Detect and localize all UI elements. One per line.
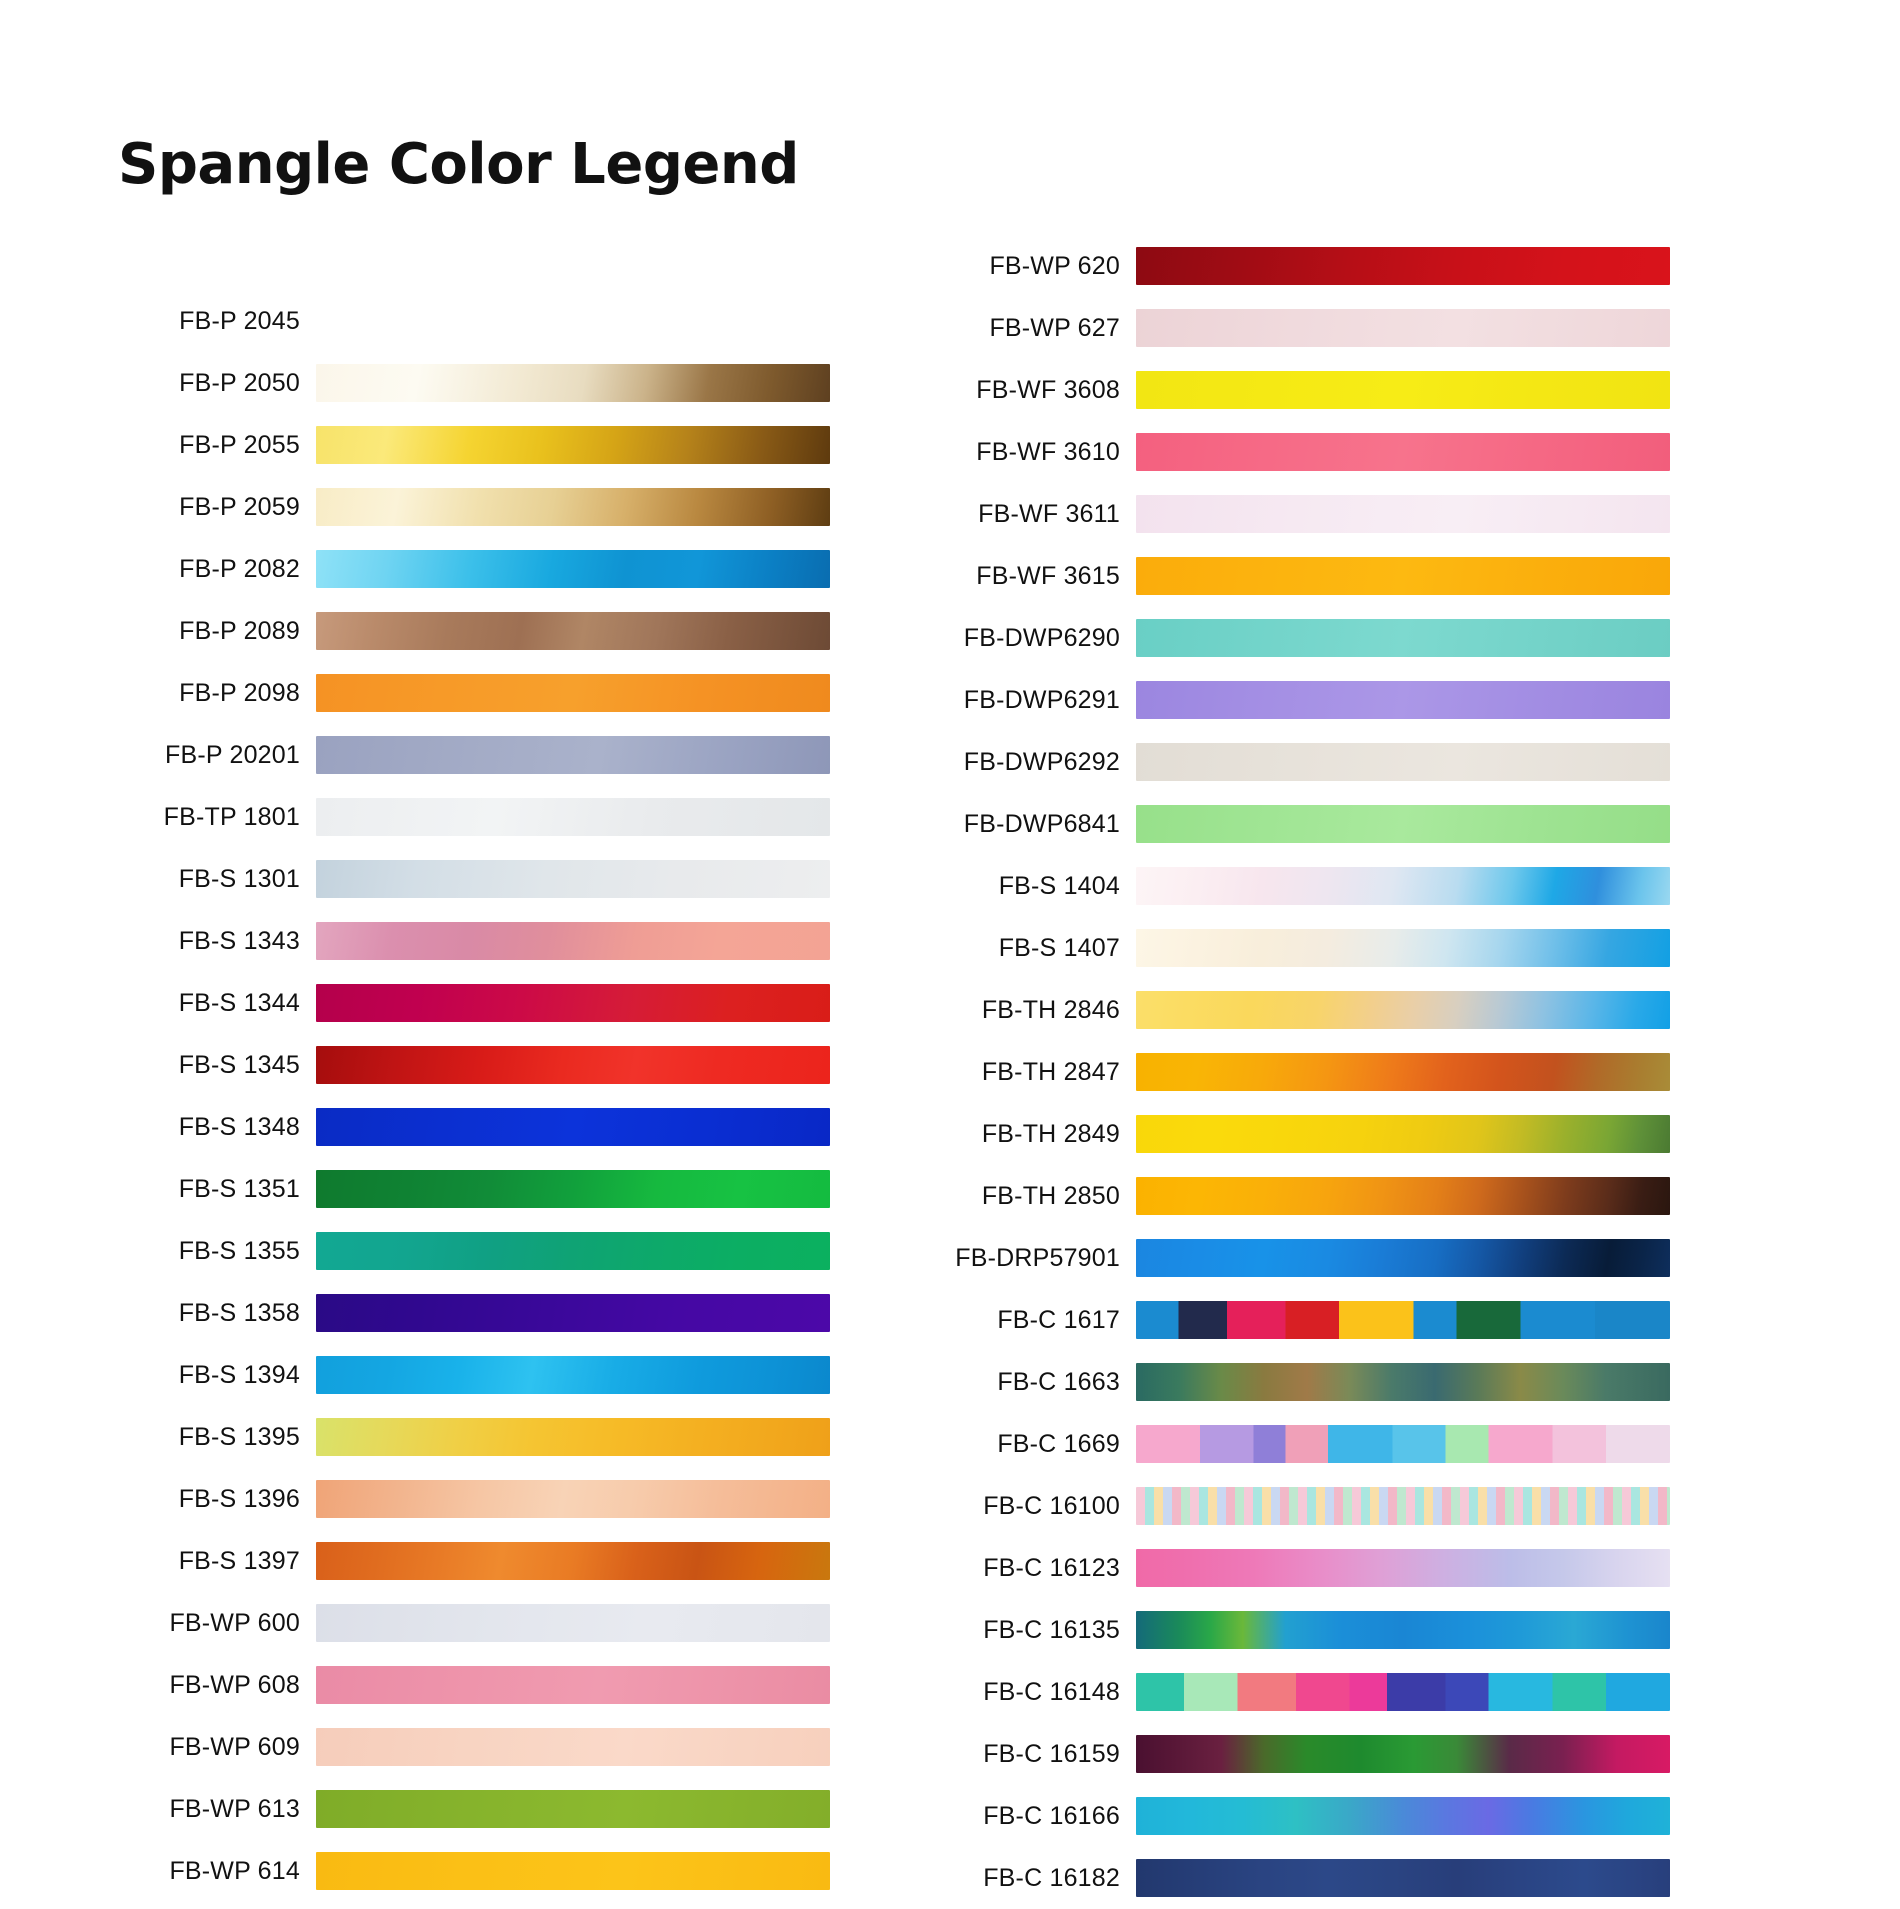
- color-legend-row: [880, 607, 1670, 669]
- color-swatch: [316, 1294, 830, 1332]
- color-legend-row: [90, 1654, 830, 1716]
- color-swatch: [1136, 371, 1670, 409]
- color-code-label: FB-WP 609: [169, 1732, 300, 1761]
- color-legend-row: [90, 1716, 830, 1778]
- color-legend-row: [90, 538, 830, 600]
- color-code-label: FB-WF 3615: [976, 561, 1120, 590]
- color-legend-row: [880, 1227, 1670, 1289]
- color-legend-row: [90, 1158, 830, 1220]
- color-code-label: FB-TH 2847: [981, 1057, 1120, 1086]
- color-legend-row: [880, 1165, 1670, 1227]
- color-swatch: [316, 860, 830, 898]
- page-title: Spangle Color Legend: [118, 132, 799, 197]
- color-legend-row: [880, 979, 1670, 1041]
- color-code-label: FB-WP 614: [169, 1856, 300, 1885]
- color-swatch: [1136, 433, 1670, 471]
- color-code-label: FB-TH 2846: [981, 995, 1120, 1024]
- color-code-label: FB-S 1348: [178, 1112, 300, 1141]
- color-legend-row: [90, 910, 830, 972]
- color-code-label: FB-P 2098: [179, 678, 300, 707]
- color-legend-row: [90, 414, 830, 476]
- color-legend-row: [880, 235, 1670, 297]
- color-swatch: [1136, 1673, 1670, 1711]
- color-swatch: [1136, 1487, 1670, 1525]
- color-legend-row: [90, 1592, 830, 1654]
- color-legend-row: [90, 1282, 830, 1344]
- color-legend-row: [880, 855, 1670, 917]
- color-legend-row: [880, 669, 1670, 731]
- color-swatch: [1136, 557, 1670, 595]
- color-legend-row: [90, 848, 830, 910]
- color-legend-row: [90, 724, 830, 786]
- color-swatch: [316, 426, 830, 464]
- color-swatch: [1136, 867, 1670, 905]
- color-swatch: [316, 1356, 830, 1394]
- color-swatch: [1136, 1611, 1670, 1649]
- color-code-label: FB-S 1407: [998, 933, 1120, 962]
- color-code-label: FB-TH 2849: [981, 1119, 1120, 1148]
- color-swatch: [316, 1790, 830, 1828]
- color-code-label: FB-S 1397: [178, 1546, 300, 1575]
- color-code-label: FB-S 1355: [178, 1236, 300, 1265]
- color-code-label: FB-S 1396: [178, 1484, 300, 1513]
- color-swatch: [316, 798, 830, 836]
- color-swatch: [316, 984, 830, 1022]
- color-code-label: FB-WP 600: [169, 1608, 300, 1637]
- color-code-label: FB-C 1669: [997, 1429, 1120, 1458]
- color-swatch: [316, 674, 830, 712]
- color-swatch: [316, 1108, 830, 1146]
- color-swatch: [316, 612, 830, 650]
- color-legend-row: [880, 1351, 1670, 1413]
- color-legend-row: [90, 972, 830, 1034]
- color-code-label: FB-C 16100: [983, 1491, 1120, 1520]
- color-code-label: FB-C 16182: [983, 1863, 1120, 1892]
- color-legend-row: [880, 1599, 1670, 1661]
- color-swatch: [1136, 1363, 1670, 1401]
- color-code-label: FB-WF 3611: [978, 499, 1120, 528]
- color-legend-row: [880, 1537, 1670, 1599]
- color-swatch: [1136, 1425, 1670, 1463]
- color-swatch: [316, 1480, 830, 1518]
- color-swatch: [1136, 991, 1670, 1029]
- color-swatch: [1136, 309, 1670, 347]
- color-code-label: FB-S 1351: [178, 1174, 300, 1203]
- color-swatch: [316, 550, 830, 588]
- color-legend-row: [90, 600, 830, 662]
- color-swatch: [1136, 1239, 1670, 1277]
- color-swatch: [316, 1170, 830, 1208]
- color-legend-row: [90, 1778, 830, 1840]
- color-code-label: FB-C 1617: [997, 1305, 1120, 1334]
- color-legend-row: [880, 1103, 1670, 1165]
- color-code-label: FB-S 1344: [178, 988, 300, 1017]
- color-swatch: [316, 1728, 830, 1766]
- color-swatch: [1136, 1115, 1670, 1153]
- color-swatch: [316, 488, 830, 526]
- color-legend-row: [90, 352, 830, 414]
- color-legend-row: [90, 1344, 830, 1406]
- color-code-label: FB-S 1395: [178, 1422, 300, 1451]
- color-legend-row: [90, 290, 830, 352]
- color-swatch: [1136, 743, 1670, 781]
- color-swatch: [1136, 929, 1670, 967]
- color-code-label: FB-C 1663: [997, 1367, 1120, 1396]
- color-swatch: [316, 1232, 830, 1270]
- color-legend-row: [90, 1096, 830, 1158]
- color-legend-row: [90, 1468, 830, 1530]
- color-legend-row: [880, 1661, 1670, 1723]
- color-swatch: [316, 1418, 830, 1456]
- color-code-label: FB-TP 1801: [163, 802, 300, 831]
- color-code-label: FB-DRP57901: [955, 1243, 1120, 1272]
- color-legend-row: [880, 421, 1670, 483]
- color-code-label: FB-S 1404: [998, 871, 1120, 900]
- color-code-label: FB-WF 3610: [976, 437, 1120, 466]
- color-swatch: [316, 302, 830, 340]
- color-legend-row: [880, 297, 1670, 359]
- color-code-label: FB-C 16135: [983, 1615, 1120, 1644]
- color-code-label: FB-P 2050: [179, 368, 300, 397]
- color-code-label: FB-S 1358: [178, 1298, 300, 1327]
- color-code-label: FB-P 20201: [165, 740, 300, 769]
- color-legend-row: [880, 1723, 1670, 1785]
- color-swatch: [1136, 681, 1670, 719]
- color-legend-row: [90, 662, 830, 724]
- left-color-column: [90, 290, 830, 1902]
- color-legend-row: [90, 1840, 830, 1902]
- color-swatch: [1136, 619, 1670, 657]
- color-code-label: FB-WP 627: [989, 313, 1120, 342]
- color-code-label: FB-C 16166: [983, 1801, 1120, 1830]
- color-swatch: [316, 1542, 830, 1580]
- color-swatch: [1136, 1301, 1670, 1339]
- color-legend-row: [880, 359, 1670, 421]
- color-code-label: FB-C 16123: [983, 1553, 1120, 1582]
- color-code-label: FB-S 1345: [178, 1050, 300, 1079]
- color-code-label: FB-S 1343: [178, 926, 300, 955]
- color-swatch: [1136, 1735, 1670, 1773]
- color-legend-row: [880, 1475, 1670, 1537]
- color-swatch: [1136, 1859, 1670, 1897]
- color-code-label: FB-DWP6841: [963, 809, 1120, 838]
- color-code-label: FB-DWP6292: [963, 747, 1120, 776]
- color-legend-row: [90, 1406, 830, 1468]
- color-swatch: [1136, 495, 1670, 533]
- color-swatch: [1136, 805, 1670, 843]
- color-legend-row: [90, 1530, 830, 1592]
- color-code-label: FB-S 1394: [178, 1360, 300, 1389]
- color-code-label: FB-P 2089: [179, 616, 300, 645]
- color-code-label: FB-DWP6291: [963, 685, 1120, 714]
- color-legend-row: [880, 793, 1670, 855]
- color-code-label: FB-WP 608: [169, 1670, 300, 1699]
- color-swatch: [316, 1604, 830, 1642]
- color-legend-row: [90, 1220, 830, 1282]
- color-code-label: FB-P 2059: [179, 492, 300, 521]
- color-swatch: [1136, 247, 1670, 285]
- color-code-label: FB-C 16148: [983, 1677, 1120, 1706]
- color-legend-row: [880, 917, 1670, 979]
- color-swatch: [1136, 1797, 1670, 1835]
- color-code-label: FB-WF 3608: [976, 375, 1120, 404]
- color-legend-row: [880, 1413, 1670, 1475]
- color-swatch: [316, 364, 830, 402]
- color-code-label: FB-TH 2850: [981, 1181, 1120, 1210]
- color-legend-row: [880, 545, 1670, 607]
- right-color-column: [880, 235, 1670, 1909]
- color-code-label: FB-DWP6290: [963, 623, 1120, 652]
- color-legend-row: [90, 1034, 830, 1096]
- color-legend-row: [880, 1785, 1670, 1847]
- color-legend-row: [880, 1041, 1670, 1103]
- color-swatch: [1136, 1053, 1670, 1091]
- color-legend-row: [880, 731, 1670, 793]
- color-code-label: FB-P 2055: [179, 430, 300, 459]
- color-swatch: [1136, 1549, 1670, 1587]
- color-legend-row: [880, 1289, 1670, 1351]
- color-code-label: FB-P 2082: [179, 554, 300, 583]
- color-code-label: FB-P 2045: [179, 306, 300, 335]
- color-swatch: [1136, 1177, 1670, 1215]
- color-code-label: FB-C 16159: [983, 1739, 1120, 1768]
- color-legend-row: [880, 483, 1670, 545]
- color-code-label: FB-S 1301: [178, 864, 300, 893]
- color-swatch: [316, 1852, 830, 1890]
- color-code-label: FB-WP 620: [989, 251, 1120, 280]
- color-swatch: [316, 922, 830, 960]
- color-legend-row: [90, 476, 830, 538]
- color-swatch: [316, 736, 830, 774]
- color-swatch: [316, 1046, 830, 1084]
- color-swatch: [316, 1666, 830, 1704]
- color-code-label: FB-WP 613: [169, 1794, 300, 1823]
- color-legend-row: [90, 786, 830, 848]
